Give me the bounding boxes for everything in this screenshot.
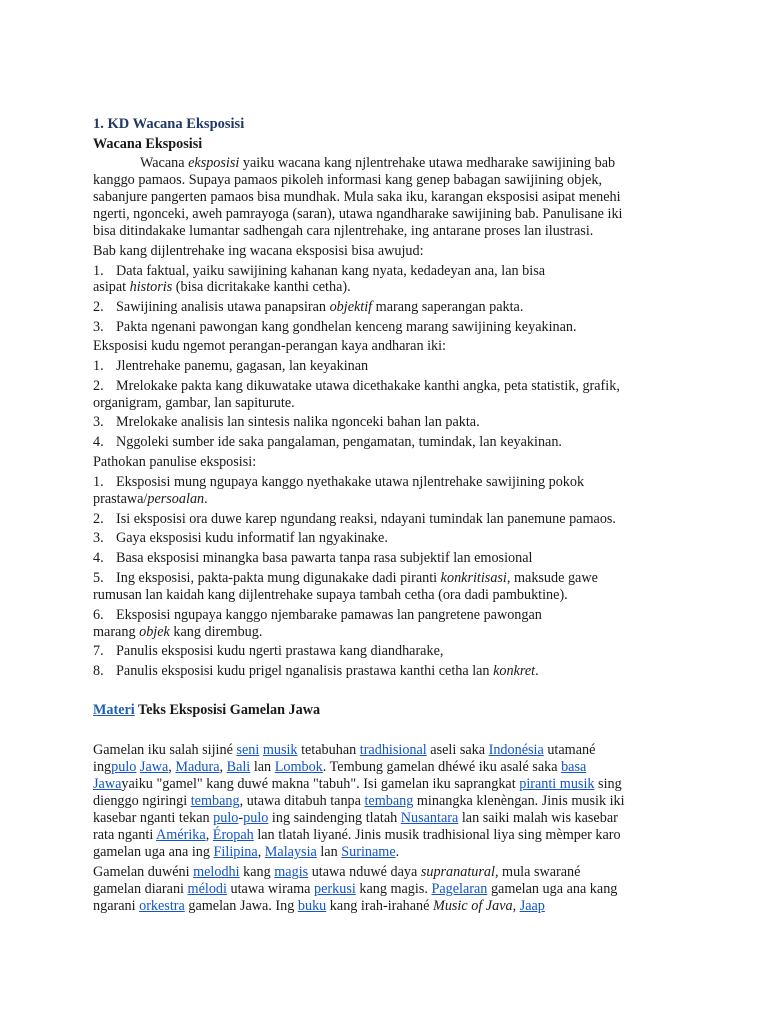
- link-musik[interactable]: musik: [262, 742, 298, 758]
- gamelan-line: gamelan diarani mélodi utawa wirama perkusi kang magis. Pagelaran gamelan uga ana kang: [93, 881, 618, 897]
- link-pulo[interactable]: pulo: [111, 759, 137, 775]
- link-tembang[interactable]: tembang: [190, 793, 240, 809]
- list-lead: Pathokan panulise eksposisi:: [93, 454, 257, 470]
- link-bali[interactable]: Bali: [226, 759, 251, 775]
- gamelan-line: ngarani orkestra gamelan Jawa. Ing buku kang irah-irahané Music of Java, Jaap: [93, 898, 545, 914]
- link-melodhi[interactable]: melodhi: [193, 864, 240, 880]
- section-heading: 1. KD Wacana Eksposisi: [93, 116, 245, 132]
- link-buku[interactable]: buku: [297, 898, 327, 914]
- link-basa-jawa[interactable]: Jawa: [93, 776, 122, 792]
- list-item: 1. Jlentrehake panemu, gagasan, lan keyakinan: [93, 358, 369, 374]
- intro-line: ngerti, ngonceki, aweh pamrayoga (saran), utawa ngandharake sawijining bab. Panulisane iki: [93, 206, 623, 222]
- link-basa-jawa[interactable]: basa: [561, 759, 587, 775]
- list-item: 6. Eksposisi ngupaya kanggo njembarake pamawas lan pangretene pawongan: [93, 607, 542, 623]
- list-item-continuation: asipat historis (bisa dicritakake kanthi cetha).: [93, 279, 351, 295]
- link-madura[interactable]: Madura: [175, 759, 220, 775]
- list-item: 2. Sawijining analisis utawa panapsiran objektif marang saperangan pakta.: [93, 299, 524, 315]
- list-item: 4. Basa eksposisi minangka basa pawarta tanpa rasa subjektif lan emosional: [93, 550, 533, 566]
- link-pagelaran[interactable]: Pagelaran: [431, 881, 488, 897]
- list-item: 3. Pakta ngenani pawongan kang gondhelan kenceng marang sawijining keyakinan.: [93, 319, 577, 335]
- link-pulo[interactable]: pulo: [213, 810, 239, 826]
- list-item: 3. Gaya eksposisi kudu informatif lan ngyakinake.: [93, 530, 388, 546]
- list-item: 2. Mrelokake pakta kang dikuwatake utawa dicethakake kanthi angka, peta statistik, grafik,: [93, 378, 620, 394]
- gamelan-line: Jawayaiku "gamel" kang duwé makna "tabuh". Isi gamelan iku saprangkat piranti musik sing: [93, 776, 622, 792]
- list-lead: Eksposisi kudu ngemot perangan-perangan kaya andharan iki:: [93, 338, 447, 354]
- link-malaysia[interactable]: Malaysia: [264, 844, 317, 860]
- list-item: 1. Eksposisi mung ngupaya kanggo nyethakake utawa njlentrehake sawijining pokok: [93, 474, 585, 490]
- gamelan-line: Gamelan duwéni melodhi kang magis utawa nduwé daya supranatural, mula swarané: [93, 864, 581, 880]
- link-lombok[interactable]: Lombok: [274, 759, 323, 775]
- gamelan-line: kasebar nganti tekan pulo-pulo ing saindenging tlatah Nusantara lan saiki malah wis kasebar: [93, 810, 618, 826]
- gamelan-line: gamelan uga ana ing Filipina, Malaysia lan Suriname.: [93, 844, 400, 860]
- intro-line: bisa ditindakake lumantar sadhengah cara njlentrehake, ing antarane proses lan ilustrasi.: [93, 223, 594, 239]
- link-seni[interactable]: seni: [236, 742, 260, 758]
- link-tradhisional[interactable]: tradhisional: [359, 742, 427, 758]
- gamelan-line: ingpulo Jawa, Madura, Bali lan Lombok. Tembung gamelan dhéwé iku asalé saka basa: [93, 759, 587, 775]
- link-indonesia[interactable]: Indonésia: [488, 742, 544, 758]
- materi-heading: Materi Teks Eksposisi Gamelan Jawa: [93, 702, 321, 718]
- list-lead: Bab kang dijlentrehake ing wacana eksposisi bisa awujud:: [93, 243, 424, 259]
- intro-line: sabanjure pangerten pamaos bisa mundhak. Mula saka iku, karangan eksposisi asipat menehi: [93, 189, 621, 205]
- gamelan-line: rata nganti Amérika, Éropah lan tlatah liyané. Jinis musik tradhisional liya sing mèmper karo: [93, 827, 621, 843]
- link-orkestra[interactable]: orkestra: [139, 898, 185, 914]
- list-item-continuation: prastawa/persoalan.: [93, 491, 208, 507]
- list-item: 8. Panulis eksposisi kudu prigel nganalisis prastawa kanthi cetha lan konkret.: [93, 663, 539, 679]
- list-item: 2. Isi eksposisi ora duwe karep ngundang reaksi, ndayani tumindak lan panemune pamaos.: [93, 511, 616, 527]
- list-item: 3. Mrelokake analisis lan sintesis nalika ngonceki bahan lan pakta.: [93, 414, 480, 430]
- materi-link[interactable]: Materi: [93, 702, 135, 718]
- link-eropah[interactable]: Éropah: [212, 827, 254, 843]
- link-perkusi[interactable]: perkusi: [314, 881, 356, 897]
- list-item: 4. Nggoleki sumber ide saka pangalaman, pengamatan, tumindak, lan keyakinan.: [93, 434, 562, 450]
- link-filipina[interactable]: Filipina: [213, 844, 258, 860]
- list-item-continuation: marang objek kang dirembug.: [93, 624, 263, 640]
- link-tembang[interactable]: tembang: [364, 793, 414, 809]
- list-item: 1. Data faktual, yaiku sawijining kahanan kang nyata, kedadeyan ana, lan bisa: [93, 263, 546, 279]
- subheading: Wacana Eksposisi: [93, 136, 203, 152]
- list-item-continuation: organigram, gambar, lan sapiturute.: [93, 395, 295, 411]
- gamelan-line: dienggo ngiringi tembang, utawa ditabuh tanpa tembang minangka klenèngan. Jinis musik iki: [93, 793, 625, 809]
- intro-line: kanggo pamaos. Supaya pamaos pikoleh informasi kang genep babagan sawijining objek,: [93, 172, 603, 188]
- link-amerika[interactable]: Amérika: [156, 827, 206, 843]
- link-magis[interactable]: magis: [274, 864, 309, 880]
- list-item: 5. Ing eksposisi, pakta-pakta mung digunakake dadi piranti konkritisasi, maksude gawe: [93, 570, 598, 586]
- link-jaap[interactable]: Jaap: [519, 898, 545, 914]
- list-item: 7. Panulis eksposisi kudu ngerti prastawa kang diandharake,: [93, 643, 444, 659]
- list-item-continuation: rumusan lan kaidah kang dijlentrehake supaya tambah cetha (ora dadi pambuktine).: [93, 587, 568, 603]
- gamelan-line: Gamelan iku salah sijiné seni musik tetabuhan tradhisional aseli saka Indonésia utamané: [93, 742, 596, 758]
- intro-line: Wacana eksposisi yaiku wacana kang njlentrehake utawa medharake sawijining bab: [140, 155, 616, 171]
- link-pulo[interactable]: pulo: [243, 810, 269, 826]
- link-nusantara[interactable]: Nusantara: [400, 810, 459, 826]
- link-melodi[interactable]: mélodi: [187, 881, 227, 897]
- link-piranti-musik[interactable]: piranti musik: [519, 776, 595, 792]
- link-suriname[interactable]: Suriname: [341, 844, 396, 860]
- link-jawa[interactable]: Jawa: [139, 759, 169, 775]
